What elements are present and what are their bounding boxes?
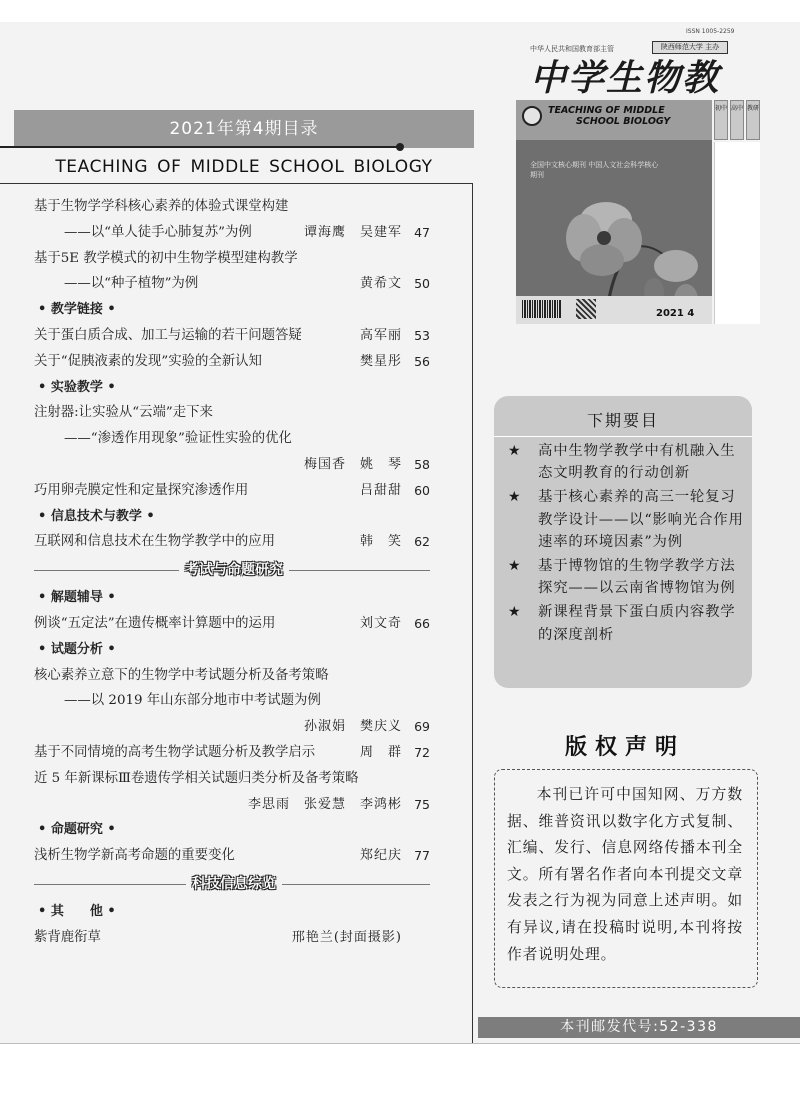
toc-entry-subtitle[interactable]	[28, 220, 440, 246]
next-issue-item	[508, 440, 746, 484]
toc-english-title: TEACHING OF MIDDLE SCHOOL BIOLOGY	[55, 157, 433, 177]
star-icon: ★	[508, 443, 522, 459]
toc-entry-title: 关于“促胰液素的发现”实验的全新认知	[34, 353, 262, 369]
copyright-text: 本刊已许可中国知网、万方数据、维普资讯以数字化方式复制、汇编、发行、信息网络传播本刊全文。所有署名作者向本刊提交文章发表之行为视为同意上述声明。如有异议,请在投稿时说明,本刊将按作者说明处理。	[507, 786, 743, 963]
toc-entry-page: 56	[414, 353, 430, 369]
toc-entry-subtitle[interactable]	[28, 426, 440, 452]
toc-entry-author: 韩 笑	[359, 534, 402, 550]
toc-entry[interactable]	[28, 194, 440, 220]
toc-entry-author: 樊星彤	[359, 353, 402, 369]
cover-blurb: 全国中文核心期刊 中国人文社会科学核心期刊	[530, 161, 659, 179]
cover-issue-number: 2021 4	[656, 308, 695, 319]
next-issue-item	[508, 486, 746, 553]
toc-section-heading	[28, 585, 440, 611]
toc-entry-page: 53	[414, 327, 430, 343]
copyright-box	[494, 769, 758, 988]
toc-entry-author: 邢艳兰(封面摄影)	[291, 929, 402, 945]
toc-section-heading	[28, 817, 440, 843]
toc-entry-page: 50	[414, 276, 430, 292]
toc-entry-subtitle[interactable]	[28, 688, 440, 714]
cover-column-tab: 教研	[746, 100, 760, 140]
next-issue-list	[508, 440, 746, 648]
next-issue-item-text: 新课程背景下蛋白质内容教学的深度剖析	[538, 604, 736, 643]
toc-header-dot	[396, 143, 404, 151]
next-issue-item	[508, 555, 746, 599]
toc-entry-authors[interactable]	[28, 714, 440, 740]
next-issue-rule	[494, 436, 752, 437]
toc-entry-subtitle[interactable]	[28, 271, 440, 297]
cover-english-line-1: TEACHING OF MIDDLE	[548, 105, 665, 116]
cover-sponsor: 中华人民共和国教育部主管	[530, 45, 614, 53]
toc-entry-page: 69	[414, 719, 430, 735]
toc-entry[interactable]	[28, 529, 440, 555]
next-issue-title: 下期要目	[586, 411, 659, 430]
toc-entry-page: 66	[414, 615, 430, 631]
toc-section-heading	[28, 504, 440, 530]
next-issue-box	[494, 396, 752, 688]
cover-barcode	[522, 300, 562, 318]
toc-divider	[28, 555, 440, 585]
toc-entry-authors[interactable]	[28, 452, 440, 478]
toc-entry-author: 李思雨 张爱慧 李鸿彬	[247, 796, 402, 812]
cover-bottom-strip	[516, 296, 712, 324]
toc-entry-title: ——“渗透作用现象”验证性实验的优化	[64, 431, 292, 447]
toc-entry-page: 60	[414, 482, 430, 498]
toc-entry[interactable]	[28, 766, 440, 792]
toc-section-heading	[28, 637, 440, 663]
toc-divider	[28, 869, 440, 899]
toc-entry-title: • 解题辅导 •	[38, 590, 116, 606]
toc-entry-title: ——以“种子植物”为例	[64, 276, 199, 292]
toc-entry-title: • 教学链接 •	[38, 302, 116, 318]
page-bottom-rule	[0, 1043, 800, 1044]
toc-entry-title: 紫背鹿衔草	[34, 929, 101, 945]
toc-entry-title: 巧用卵壳膜定性和定量探究渗透作用	[34, 482, 249, 498]
cover-title-band	[516, 100, 712, 140]
next-issue-item-text: 高中生物学教学中有机融入生态文明教育的行动创新	[538, 443, 736, 482]
cover-column-tab: 初中	[714, 100, 728, 140]
toc-entry-title: • 命题研究 •	[38, 822, 116, 838]
toc-entry[interactable]	[28, 478, 440, 504]
toc-entry-title: 基于不同情境的高考生物学试题分析及教学启示	[34, 744, 316, 760]
cover-column-tabs	[714, 100, 760, 140]
toc-entry-page: 58	[414, 456, 430, 472]
toc-entry[interactable]	[28, 925, 440, 951]
toc-entry-title: 核心素养立意下的生物学中考试题分析及备考策略	[34, 667, 329, 683]
toc-entry-page: 77	[414, 848, 430, 864]
star-icon: ★	[508, 604, 522, 621]
toc-entry[interactable]	[28, 843, 440, 869]
toc-entry-author: 孙淑娟 樊庆义	[303, 719, 402, 735]
next-issue-item-text: 基于博物馆的生物学教学方法探究——以云南省博物馆为例	[538, 558, 736, 597]
toc-entry-author: 高军丽	[359, 327, 402, 343]
toc-entry-author: 黄希文	[359, 276, 402, 292]
toc-entry-page: 72	[414, 744, 430, 760]
star-icon: ★	[508, 558, 522, 575]
cover-english-line-2: SCHOOL BIOLOGY	[576, 116, 671, 127]
toc-section-heading	[28, 899, 440, 925]
toc-entry-author: 刘文奇	[359, 615, 402, 631]
toc-entry-title: 互联网和信息技术在生物学教学中的应用	[34, 534, 276, 550]
toc-entry-title: 例谈“五定法”在遗传概率计算题中的运用	[34, 615, 276, 631]
toc-entry-title: ——以 2019 年山东部分地市中考试题为例	[64, 693, 321, 709]
toc-divider-label: 科技信息综览	[186, 873, 282, 895]
toc-entry-title: • 试题分析 •	[38, 641, 116, 657]
toc-section-heading	[28, 297, 440, 323]
toc-entry-title: 注射器:让实验从“云端”走下来	[34, 405, 213, 421]
postal-code: 本刊邮发代号:52-338	[478, 1017, 800, 1038]
toc-entry-title: 基于生物学学科核心素养的体验式课堂构建	[34, 199, 289, 214]
cover-column-tab: 高中	[730, 100, 744, 140]
toc-section-heading	[28, 375, 440, 401]
cover-photo-area	[516, 100, 712, 324]
next-issue-item-text: 基于核心素养的高三一轮复习教学设计——以“影响光合作用速率的环境因素”为例	[538, 489, 744, 550]
next-issue-item	[508, 601, 746, 645]
toc-entry-title: 基于5E 教学模式的初中生物学模型建构教学	[34, 250, 298, 266]
toc-entry[interactable]	[28, 611, 440, 637]
cover-issn: ISSN 1005-2259	[686, 28, 735, 35]
journal-cover	[516, 28, 760, 328]
cover-publisher: 陕西师范大学 主办	[652, 41, 728, 54]
toc-entry[interactable]	[28, 740, 440, 766]
toc-entry-author: 吕甜甜	[359, 482, 402, 498]
toc-header: 2021年第4期目录	[14, 110, 474, 148]
toc-header-rule	[0, 146, 400, 148]
toc-entry-title: 关于蛋白质合成、加工与运输的若干问题答疑	[34, 327, 302, 343]
toc-entry-author: 梅国香 姚 琴	[303, 456, 402, 472]
toc-entry-author: 谭海鹰 吴建军	[303, 224, 402, 240]
toc-list	[28, 194, 440, 951]
toc-entry[interactable]	[28, 400, 440, 426]
toc-entry-page: 47	[414, 224, 430, 240]
cover-qr-code	[576, 299, 596, 319]
toc-entry-authors[interactable]	[28, 792, 440, 818]
cover-sidebar	[714, 142, 760, 324]
star-icon: ★	[508, 489, 522, 506]
toc-entry-title: • 实验教学 •	[38, 379, 116, 395]
toc-entry-title: ——以“单人徒手心肺复苏”为例	[64, 224, 252, 240]
toc-entry-title: • 信息技术与教学 •	[38, 508, 155, 524]
toc-entry-page: 75	[414, 796, 430, 812]
cover-title: 中学生物教	[530, 57, 721, 99]
toc-entry-title: 近 5 年新课标Ⅲ卷遗传学相关试题归类分析及备考策略	[34, 770, 359, 786]
toc-entry-author: 周 群	[359, 744, 402, 760]
toc-entry[interactable]	[28, 349, 440, 375]
toc-entry-page: 62	[414, 534, 430, 550]
toc-entry[interactable]	[28, 323, 440, 349]
toc-divider-label: 考试与命题研究	[179, 559, 289, 581]
toc-entry-author: 郑纪庆	[359, 848, 402, 864]
copyright-heading: 版权声明	[564, 735, 685, 760]
toc-entry-title: 浅析生物学新高考命题的重要变化	[34, 848, 235, 864]
cover-english-title	[548, 105, 698, 127]
toc-entry-title: • 其 他 •	[38, 903, 116, 919]
cover-logo	[522, 106, 542, 126]
toc-entry[interactable]	[28, 663, 440, 689]
toc-entry[interactable]	[28, 246, 440, 272]
